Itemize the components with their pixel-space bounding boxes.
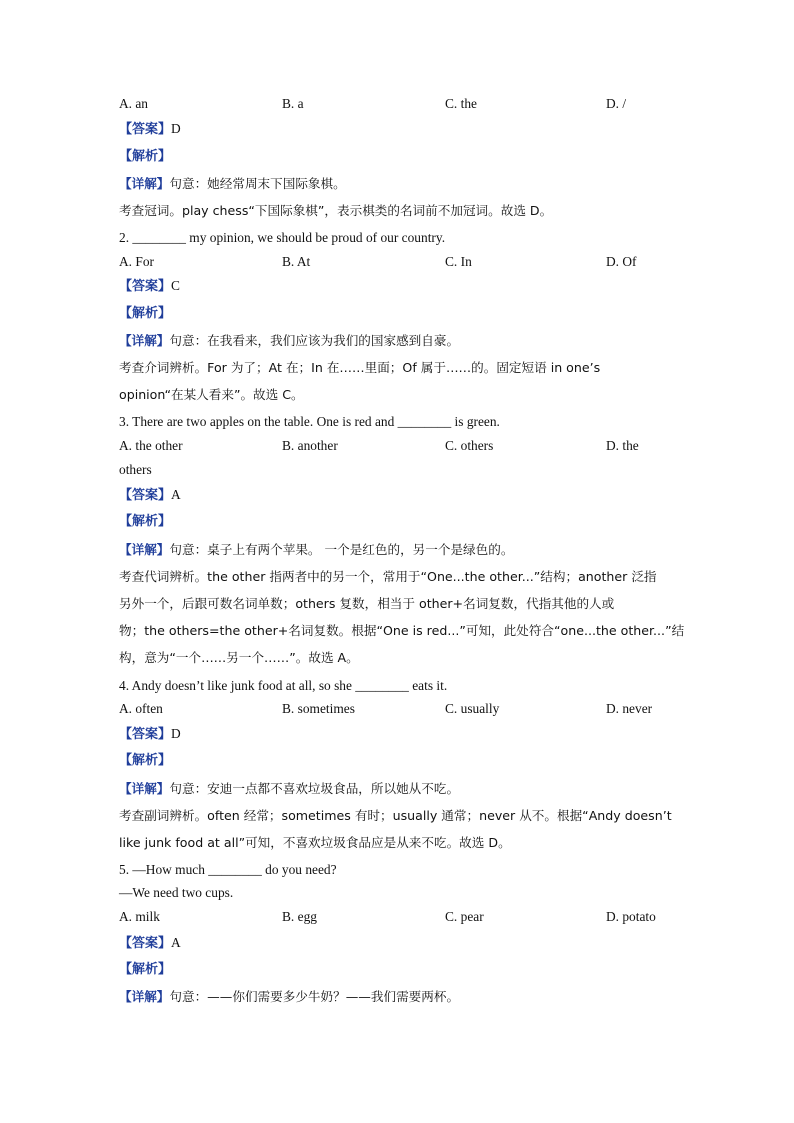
q2-option-b: B. At bbox=[282, 254, 311, 269]
q3-option-c: C. others bbox=[445, 438, 494, 453]
q5-answer bbox=[119, 934, 181, 953]
q2-detail bbox=[119, 332, 459, 350]
q2-stem: 2. ________ my opinion, we should be proud of our country. bbox=[119, 230, 446, 245]
q5-detail bbox=[119, 988, 459, 1006]
q3-option-d: D. the bbox=[606, 438, 639, 453]
q2-answer bbox=[119, 277, 180, 296]
detail-label: 【详解】 bbox=[119, 989, 170, 1004]
detail-label: 【详解】 bbox=[119, 781, 170, 796]
q1-option-a: A. an bbox=[119, 96, 149, 111]
q3-option-d-wrap: others bbox=[119, 462, 152, 477]
answer-value: A bbox=[171, 487, 181, 502]
q1-explain-line: 考查冠词。play chess“下国际象棋”，表示棋类的名词前不加冠词。故选 D。 bbox=[119, 203, 553, 218]
q3-stem: 3. There are two apples on the table. One is red and ________ is green. bbox=[119, 414, 500, 429]
q4-analysis-label: 【解析】 bbox=[119, 753, 172, 768]
q5-stem: 5. —How much ________ do you need? bbox=[119, 862, 337, 877]
answer-value: D bbox=[171, 121, 181, 136]
q4-answer bbox=[119, 725, 181, 744]
q5-option-a: A. milk bbox=[119, 909, 160, 924]
answer-value: A bbox=[171, 935, 181, 950]
q3-option-b: B. another bbox=[282, 438, 338, 453]
q4-option-d: D. never bbox=[606, 701, 653, 716]
q1-detail bbox=[119, 175, 346, 193]
detail-text: 句意：安迪一点都不喜欢垃圾食品，所以她从不吃。 bbox=[169, 781, 460, 796]
detail-text: 句意：桌子上有两个苹果。 一个是红色的，另一个是绿色的。 bbox=[169, 542, 514, 557]
answer-label: 【答案】 bbox=[119, 936, 172, 951]
detail-text: 句意：她经常周末下国际象棋。 bbox=[169, 176, 346, 191]
q2-option-d: D. Of bbox=[606, 254, 637, 269]
q3-answer bbox=[119, 486, 181, 505]
q3-explain-line: 构，意为“一个……另一个……”。故选 A。 bbox=[119, 650, 359, 665]
answer-value: C bbox=[171, 278, 180, 293]
q2-option-c: C. In bbox=[445, 254, 472, 269]
q1-analysis-label: 【解析】 bbox=[119, 149, 172, 164]
answer-label: 【答案】 bbox=[119, 727, 172, 742]
answer-label: 【答案】 bbox=[119, 488, 172, 503]
q1-answer bbox=[119, 120, 181, 139]
answer-label: 【答案】 bbox=[119, 122, 172, 137]
q4-explain-line: like junk food at all”可知，不喜欢垃圾食品应是从来不吃。故选 D。 bbox=[119, 835, 511, 850]
detail-label: 【详解】 bbox=[119, 542, 170, 557]
q3-explain-line: 另外一个，后跟可数名词单数；others 复数，相当于 other+名词复数，代指其他的人或 bbox=[119, 596, 615, 611]
q4-stem: 4. Andy doesn’t like junk food at all, so she ________ eats it. bbox=[119, 678, 448, 693]
q4-explain-line: 考查副词辨析。often 经常；sometimes 有时；usually 通常；never 从不。根据“Andy doesn’t bbox=[119, 808, 672, 823]
q3-option-a: A. the other bbox=[119, 438, 183, 453]
q5-analysis-label: 【解析】 bbox=[119, 962, 172, 977]
q3-detail bbox=[119, 541, 513, 559]
q4-detail bbox=[119, 780, 459, 798]
q3-explain-line: 物；the others=the other+名词复数。根据“One is red...”可知，此处符合“one...the other...”结 bbox=[119, 623, 685, 638]
q5-stem-reply: —We need two cups. bbox=[119, 885, 234, 900]
q1-option-c: C. the bbox=[445, 96, 477, 111]
detail-text: 句意：——你们需要多少牛奶？——我们需要两杯。 bbox=[169, 989, 460, 1004]
q2-analysis-label: 【解析】 bbox=[119, 306, 172, 321]
q4-option-b: B. sometimes bbox=[282, 701, 355, 716]
q1-option-b: B. a bbox=[282, 96, 304, 111]
q4-option-a: A. often bbox=[119, 701, 163, 716]
q3-analysis-label: 【解析】 bbox=[119, 514, 172, 529]
q1-option-d: D. / bbox=[606, 96, 627, 111]
answer-value: D bbox=[171, 726, 181, 741]
answer-label: 【答案】 bbox=[119, 279, 172, 294]
q2-explain-line: opinion“在某人看来”。故选 C。 bbox=[119, 387, 304, 402]
detail-text: 句意：在我看来，我们应该为我们的国家感到自豪。 bbox=[169, 333, 460, 348]
q5-option-d: D. potato bbox=[606, 909, 656, 924]
q2-option-a: A. For bbox=[119, 254, 154, 269]
q3-explain-line: 考查代词辨析。the other 指两者中的另一个，常用于“One...the other...”结构；another 泛指 bbox=[119, 569, 657, 584]
detail-label: 【详解】 bbox=[119, 176, 170, 191]
detail-label: 【详解】 bbox=[119, 333, 170, 348]
q2-explain-line: 考查介词辨析。For 为了；At 在；In 在……里面；Of 属于……的。固定短语 in one’s bbox=[119, 360, 601, 375]
q5-option-b: B. egg bbox=[282, 909, 317, 924]
q5-option-c: C. pear bbox=[445, 909, 484, 924]
q4-option-c: C. usually bbox=[445, 701, 500, 716]
